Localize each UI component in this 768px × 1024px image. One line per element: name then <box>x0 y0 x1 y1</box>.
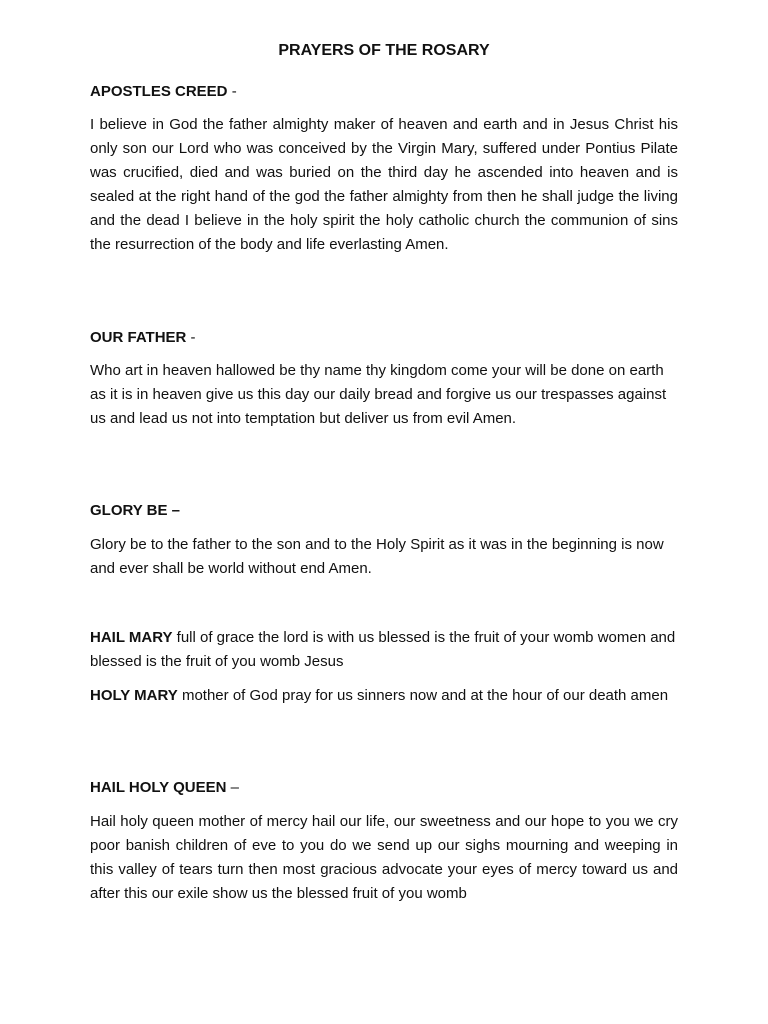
paragraph-glory-be: Glory be to the father to the son and to the Holy Spirit as it was in the beginning is now and ever shall be world without end Amen. <box>90 536 664 577</box>
hail-mary-text: full of grace the lord is with us blessed is the fruit of your womb women and blessed is the fruit of you womb Jesus <box>90 629 676 670</box>
paragraph-our-father: Who art in heaven hallowed be thy name thy kingdom come your will be done on earth as it is in heaven give us this day our daily bread and forgive us our trespasses against us and lead us not into temptation but deliver us from evil Amen. <box>90 362 667 427</box>
heading-glory-be-label: GLORY BE – <box>90 502 181 519</box>
heading-hail-holy-queen-label: HAIL HOLY QUEEN <box>90 779 227 796</box>
heading-our-father-suffix: - <box>186 329 196 346</box>
heading-glory-be <box>90 499 678 523</box>
heading-hail-holy-queen-suffix: – <box>226 779 239 796</box>
heading-apostles-creed-suffix: - <box>227 83 237 100</box>
heading-apostles-creed <box>90 80 678 104</box>
paragraph-apostles-creed: I believe in God the father almighty maker of heaven and earth and in Jesus Christ his only son our Lord who was conceived by the Virgin Mary, suffered under Pontius Pilate was crucified, died and was buried on the third day he ascended into heaven and is sealed at the right hand of the god the father almighty from then he shall judge the living and the dead I believe in the holy spirit the holy catholic church the communion of sins the resurrection of the body and life everlasting Amen. <box>90 116 678 253</box>
holy-mary-text: mother of God pray for us sinners now and at the hour of our death amen <box>177 687 669 704</box>
heading-apostles-creed-label: APOSTLES CREED <box>90 83 228 100</box>
heading-holy-mary: HOLY MARY <box>90 687 178 704</box>
paragraph-hail-holy-queen: Hail holy queen mother of mercy hail our life, our sweetness and our hope to you we cry poor banish children of eve to you do we send up our sighs mourning and weeping in this valley of tears turn then most gracious advocate your eyes of mercy toward us and after this our exile show us the blessed fruit of you womb <box>90 813 678 902</box>
paragraph-holy-mary <box>90 684 678 708</box>
heading-our-father <box>90 326 678 350</box>
heading-our-father-label: OUR FATHER <box>90 329 187 346</box>
heading-hail-mary: HAIL MARY <box>90 629 173 646</box>
heading-hail-holy-queen <box>90 776 678 800</box>
paragraph-hail-mary <box>90 626 678 674</box>
page-title: PRAYERS OF THE ROSARY <box>278 42 490 59</box>
